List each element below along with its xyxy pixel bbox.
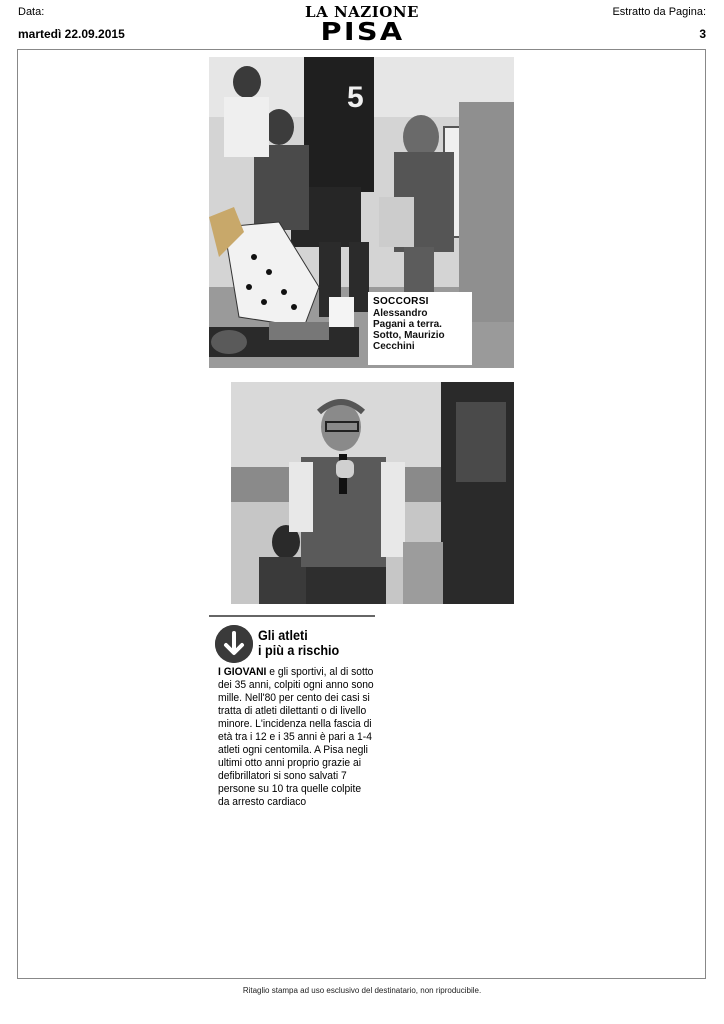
photo-caption bbox=[368, 292, 472, 365]
section-rule bbox=[209, 615, 375, 617]
info-box-lead: I GIOVANI bbox=[218, 666, 267, 678]
footer-notice: Ritaglio stampa ad uso esclusivo del destinatario, non riproducibile. bbox=[242, 986, 482, 995]
caption-line: Pagani a terra. bbox=[373, 319, 442, 330]
info-box-title-line2: i più a rischio bbox=[258, 642, 340, 658]
page-label: Estratto da Pagina: bbox=[612, 6, 706, 18]
caption-line: Alessandro bbox=[373, 308, 428, 319]
info-box-title-line1: Gli atleti bbox=[258, 627, 308, 643]
photo-speaker-image bbox=[231, 382, 514, 604]
caption-line: Sotto, Maurizio bbox=[373, 330, 445, 341]
caption-title: SOCCORSI bbox=[373, 296, 429, 307]
info-box-body bbox=[218, 666, 374, 809]
page-block bbox=[612, 6, 706, 41]
masthead-title: LA NAZIONE bbox=[305, 3, 419, 21]
date-label: Data: bbox=[18, 6, 45, 18]
photo-speaker bbox=[231, 382, 514, 604]
masthead-city: PISA bbox=[320, 17, 404, 46]
page-number: 3 bbox=[699, 27, 706, 41]
jersey-number: 5 bbox=[347, 81, 364, 114]
info-box-title bbox=[258, 628, 339, 658]
caption-line: Cecchini bbox=[373, 341, 415, 352]
arrow-down-icon bbox=[215, 625, 253, 663]
info-box-text: e gli sportivi, al di sotto dei 35 anni, colpiti ogni anno sono mille. Nell'80 per cento dei casi si tratta di atleti dilettanti o di livello minore. L'incidenza nella fascia di età tra i 12 e i 35 anni è pari a 1-4 atleti ogni centomila. A Pisa negli ultimi otto anni proprio grazie ai defibrillatori si sono salvati 7 persone su 10 tra quelle colpite da arresto cardiaco bbox=[218, 666, 374, 808]
date-value: martedì 22.09.2015 bbox=[18, 27, 125, 41]
